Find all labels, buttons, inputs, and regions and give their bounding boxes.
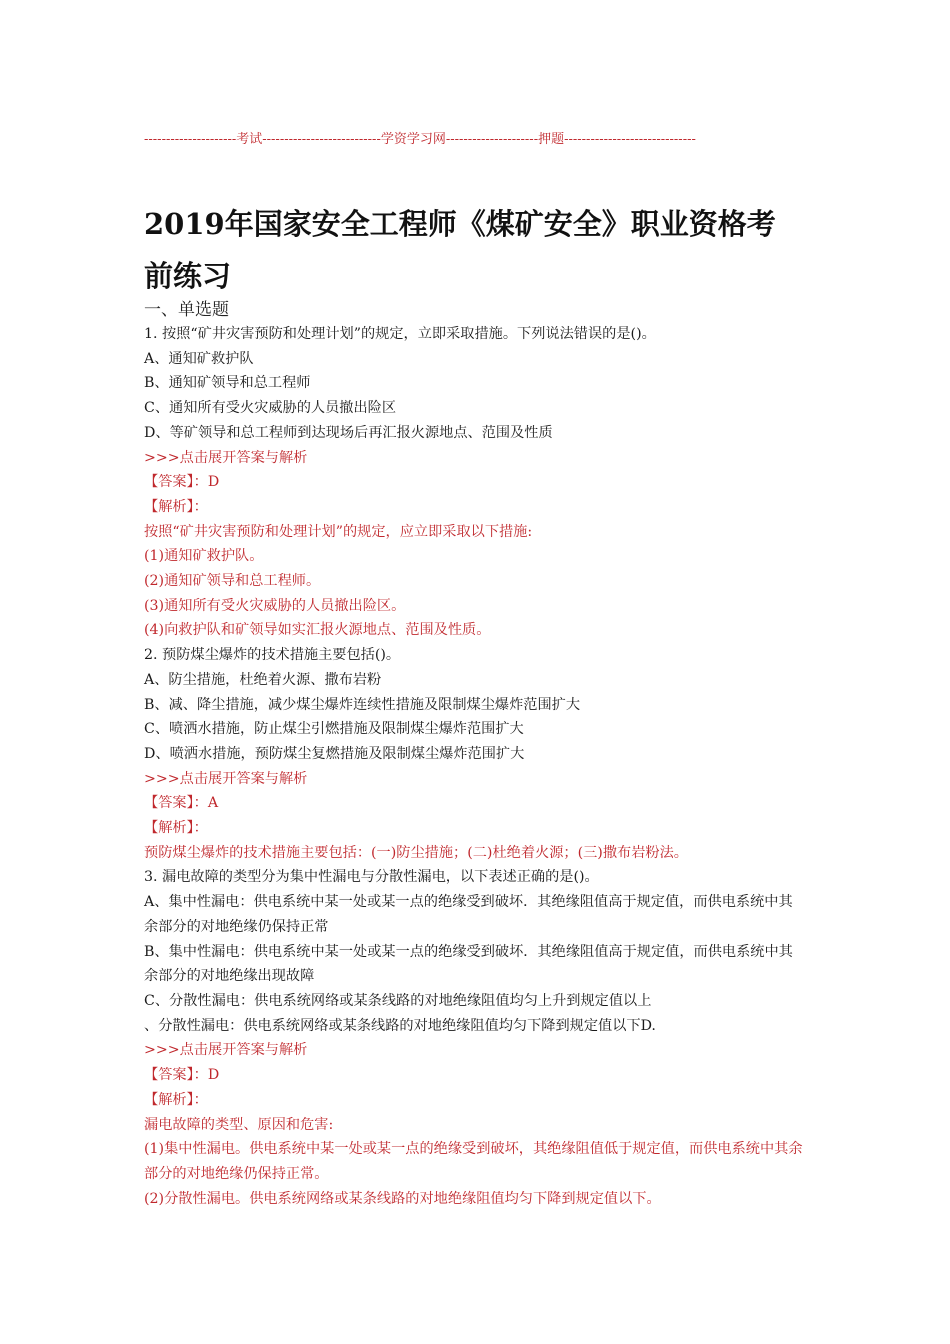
option-c: C、喷洒水措施，防止煤尘引燃措施及限制煤尘爆炸范围扩大	[144, 721, 524, 738]
expand-answer-link[interactable]: >>>点击展开答案与解析	[144, 770, 308, 787]
analysis-line: (2)通知矿领导和总工程师。	[144, 573, 321, 590]
question-stem: 3. 漏电故障的类型分为集中性漏电与分散性漏电，以下表述正确的是()。	[144, 869, 599, 886]
analysis-label: 【解析】：	[144, 1091, 208, 1108]
document-content	[144, 298, 806, 1211]
analysis-line: (1)通知矿救护队。	[144, 548, 264, 565]
question-stem: 1. 按照“矿井灾害预防和处理计划”的规定，立即采取措施。下列说法错误的是()。	[144, 326, 656, 342]
analysis-line: (2)分散性漏电。供电系统网络或某条线路的对地绝缘阻值均匀下降到规定值以下。	[144, 1190, 661, 1207]
answer-text: 【答案】：D	[144, 1067, 220, 1084]
expand-answer-link[interactable]: >>>点击展开答案与解析	[144, 1042, 308, 1059]
page-header: ---------------------考试---------------------------学资学习网---------------------押题------------------------------	[144, 132, 696, 147]
analysis-line: 预防煤尘爆炸的技术措施主要包括：(一)防尘措施；(二)杜绝着火源；(三)撒布岩粉法。	[144, 844, 688, 861]
option-b: B、集中性漏电：供电系统中某一处或某一点的绝缘受到破坏．其绝缘阻值高于规定值，而供电系统中其余部分的对地绝缘出现故障	[144, 943, 793, 985]
question-stem: 2. 预防煤尘爆炸的技术措施主要包括()。	[144, 647, 401, 664]
option-c: C、分散性漏电：供电系统网络或某条线路的对地绝缘阻值均匀上升到规定值以上	[144, 992, 652, 1009]
option-d: 、分散性漏电：供电系统网络或某条线路的对地绝缘阻值均匀下降到规定值以下D.	[144, 1017, 656, 1034]
section-heading: 一、单选题	[144, 300, 229, 320]
analysis-line: (1)集中性漏电。供电系统中某一处或某一点的绝缘受到破坏，其绝缘阻值低于规定值，而供电系统中其余部分的对地绝缘仍保持正常。	[144, 1141, 803, 1182]
question-2	[144, 643, 806, 865]
analysis-line: 按照“矿井灾害预防和处理计划”的规定，应立即采取以下措施:	[144, 523, 533, 540]
title-line-1: 2019年国家安全工程师《煤矿安全》职业资格考	[144, 207, 776, 241]
option-a: A、通知矿救护队	[144, 350, 254, 367]
analysis-line: (3)通知所有受火灾威胁的人员撤出险区。	[144, 597, 406, 614]
option-d: D、喷洒水措施，预防煤尘复燃措施及限制煤尘爆炸范围扩大	[144, 745, 525, 762]
expand-answer-link[interactable]: >>>点击展开答案与解析	[144, 449, 308, 466]
answer-text: 【答案】：D	[144, 474, 220, 491]
question-3	[144, 865, 806, 1211]
analysis-label: 【解析】：	[144, 820, 208, 837]
title-line-2: 前练习	[144, 259, 232, 293]
option-b: B、减、降尘措施，减少煤尘爆炸连续性措施及限制煤尘爆炸范围扩大	[144, 696, 581, 713]
answer-text: 【答案】：A	[144, 795, 219, 812]
analysis-line: (4)向救护队和矿领导如实汇报火源地点、范围及性质。	[144, 622, 491, 639]
option-d: D、等矿领导和总工程师到达现场后再汇报火源地点、范围及性质	[144, 424, 553, 441]
analysis-line: 漏电故障的类型、原因和危害:	[144, 1116, 334, 1133]
option-a: A、防尘措施，杜绝着火源、撒布岩粉	[144, 671, 382, 688]
analysis-label: 【解析】：	[144, 498, 208, 515]
document-title	[144, 198, 814, 302]
option-c: C、通知所有受火灾威胁的人员撤出险区	[144, 400, 397, 417]
question-1	[144, 322, 806, 643]
option-a: A、集中性漏电：供电系统中某一处或某一点的绝缘受到破坏．其绝缘阻值高于规定值，而供电系统中其余部分的对地绝缘仍保持正常	[144, 894, 793, 935]
option-b: B、通知矿领导和总工程师	[144, 375, 311, 392]
